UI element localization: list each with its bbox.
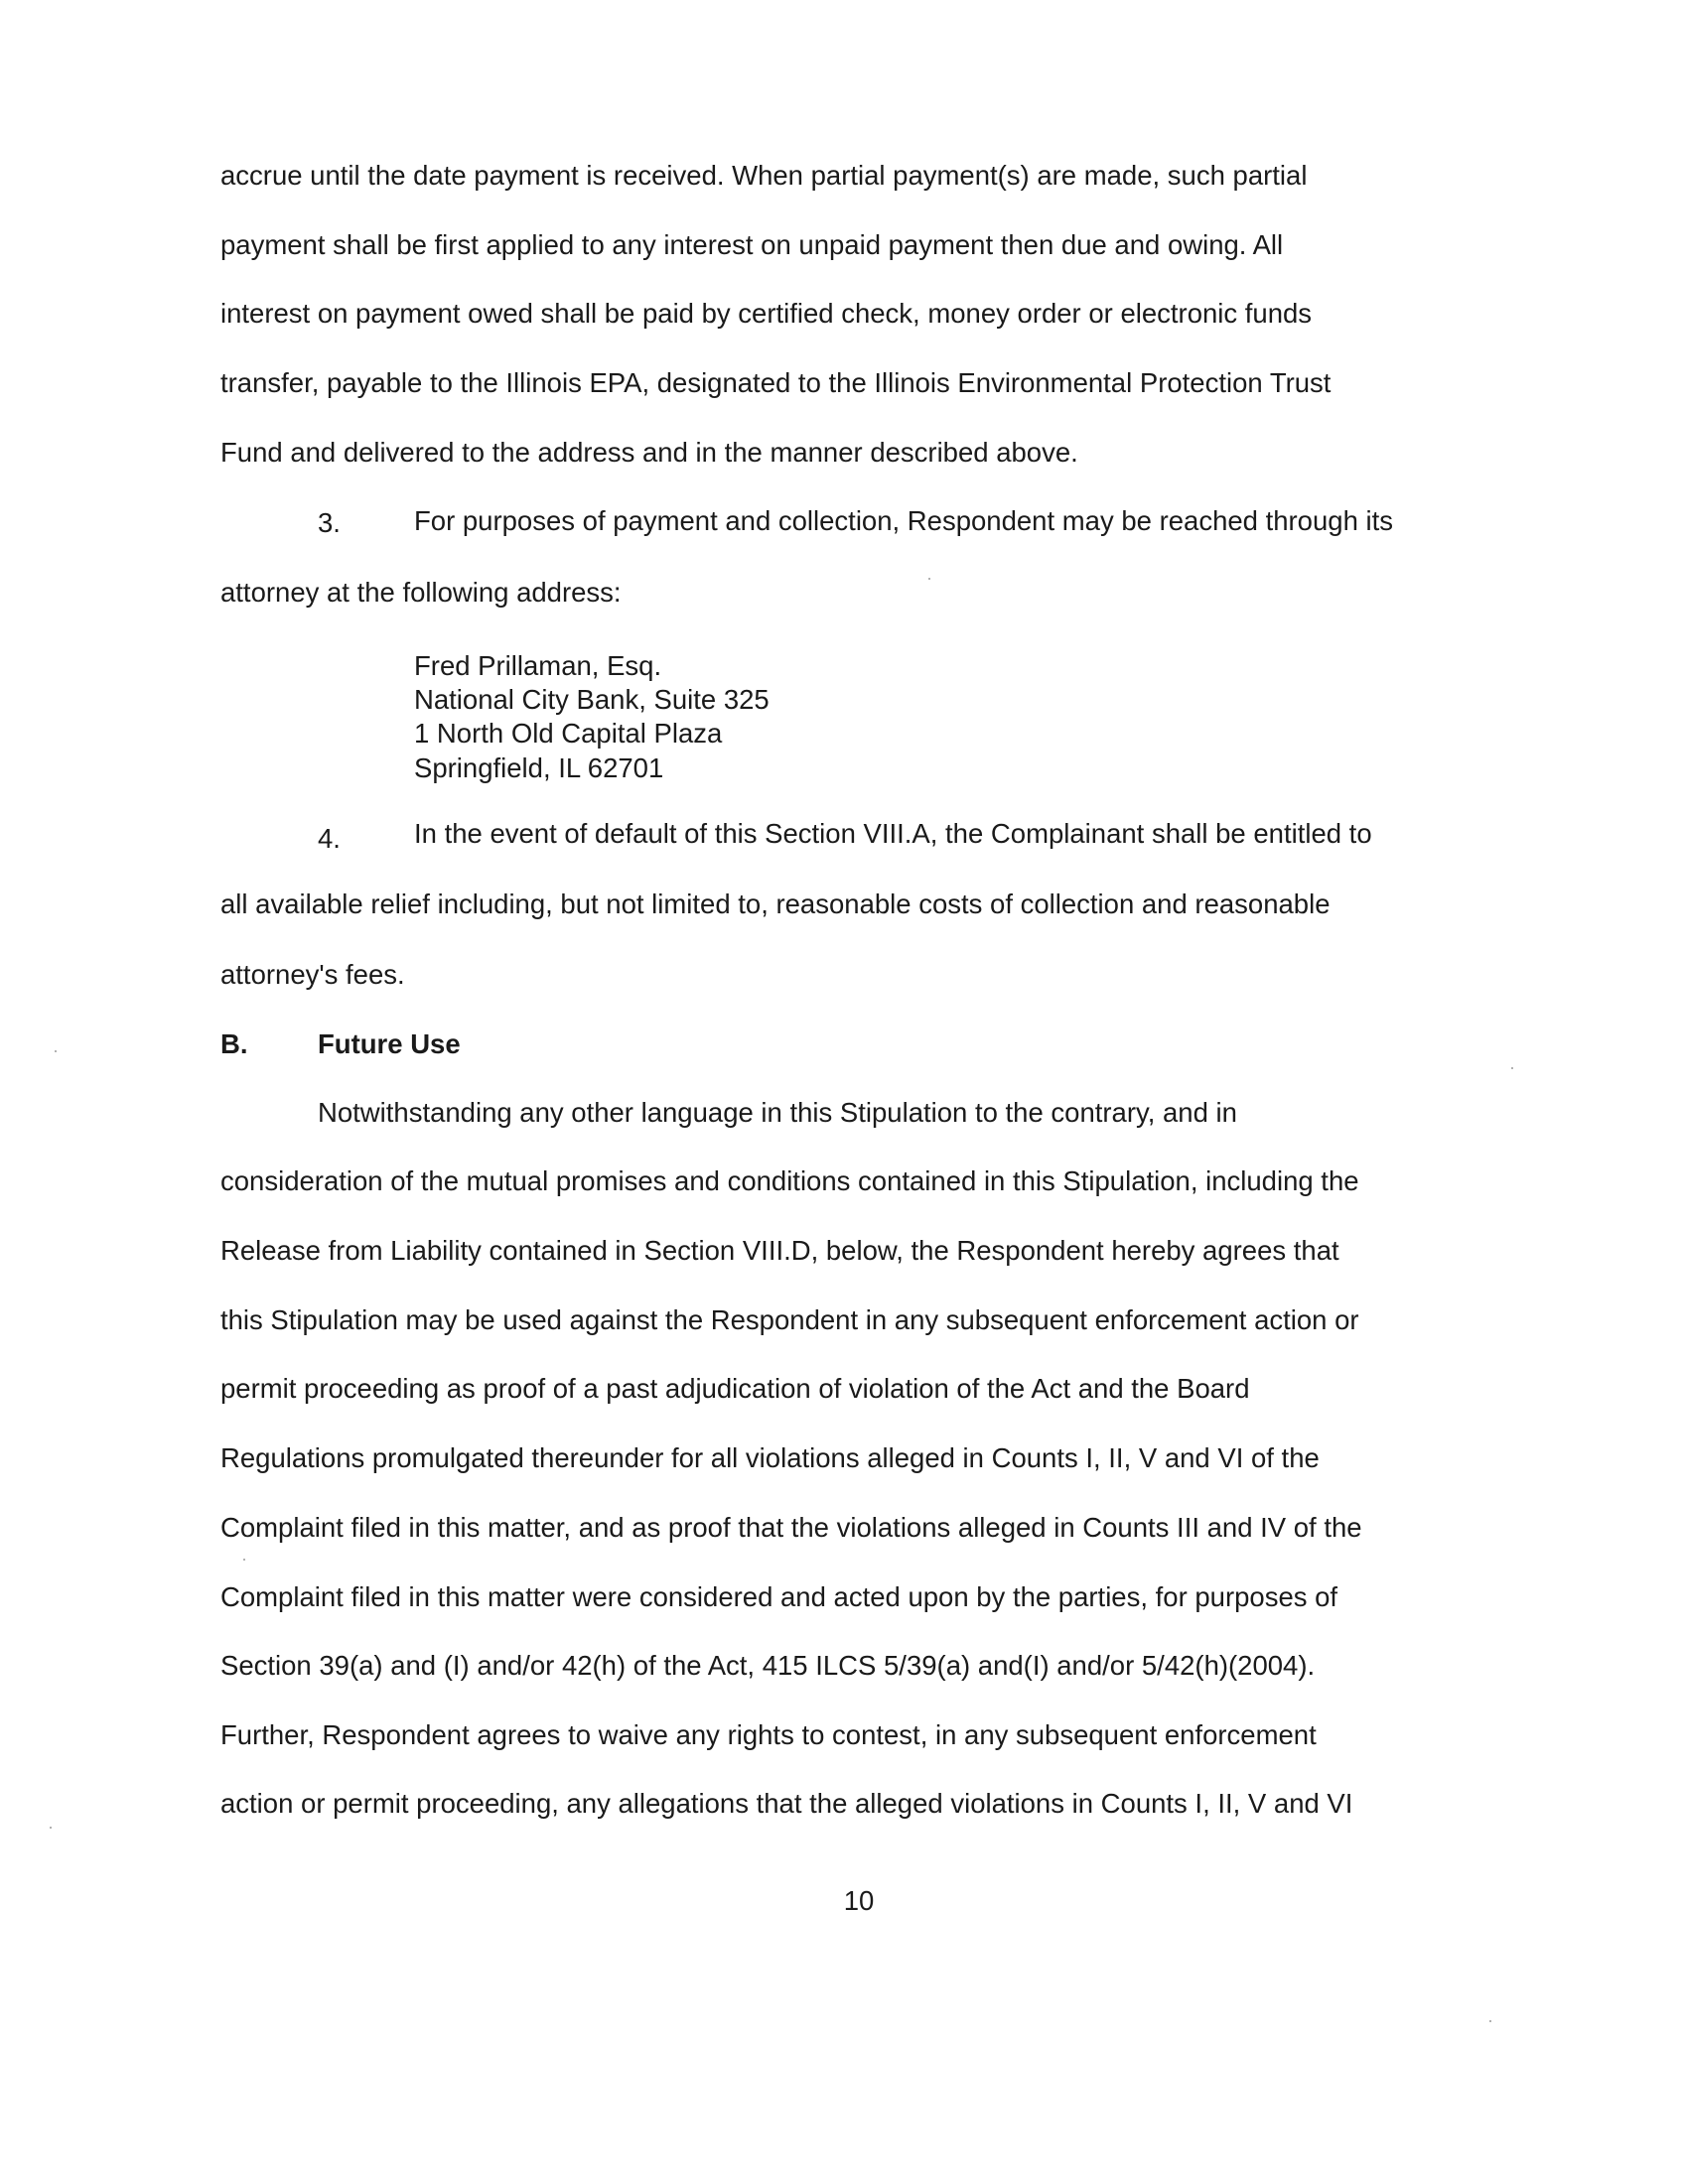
section-b-line: Section 39(a) and (I) and/or 42(h) of the Act, 415 ILCS 5/39(a) and(I) and/or 5/42(h)(2004). xyxy=(220,1650,1316,1681)
scan-speck xyxy=(50,1827,52,1829)
item-3-continuation: attorney at the following address: xyxy=(220,577,622,608)
item-3-number: 3. xyxy=(318,507,341,538)
section-b-title: Future Use xyxy=(318,1028,461,1059)
paragraph-line: interest on payment owed shall be paid by certified check, money order or electronic funds xyxy=(220,298,1313,329)
section-b-line: consideration of the mutual promises and conditions contained in this Stipulation, including the xyxy=(220,1165,1359,1196)
section-b-line: Regulations promulgated thereunder for all violations alleged in Counts I, II, V and VI of the xyxy=(220,1442,1320,1473)
section-b-line: this Stipulation may be used against the Respondent in any subsequent enforcement action or xyxy=(220,1304,1359,1335)
item-4-number: 4. xyxy=(318,823,341,854)
paragraph-line: Fund and delivered to the address and in the manner described above. xyxy=(220,437,1078,468)
address-line-bank: National City Bank, Suite 325 xyxy=(414,684,770,715)
scan-speck xyxy=(1489,2020,1491,2022)
item-4-text: In the event of default of this Section VIII.A, the Complainant shall be entitled to xyxy=(414,818,1372,849)
paragraph-line: transfer, payable to the Illinois EPA, designated to the Illinois Environmental Protection Trust xyxy=(220,367,1332,398)
section-b-line: Complaint filed in this matter were considered and acted upon by the parties, for purposes of xyxy=(220,1581,1338,1612)
item-3-text: For purposes of payment and collection, Respondent may be reached through its xyxy=(414,505,1393,536)
section-b-line: Further, Respondent agrees to waive any rights to contest, in any subsequent enforcement xyxy=(220,1719,1317,1750)
section-b-line: Complaint filed in this matter, and as proof that the violations alleged in Counts III and IV of the xyxy=(220,1512,1362,1543)
page-number: 10 xyxy=(843,1885,875,1916)
section-b-letter: B. xyxy=(220,1028,248,1059)
item-4-line: all available relief including, but not limited to, reasonable costs of collection and reasonable xyxy=(220,888,1331,919)
item-4-line: attorney's fees. xyxy=(220,959,405,990)
section-b-line: action or permit proceeding, any allegations that the alleged violations in Counts I, II, V and VI xyxy=(220,1788,1353,1819)
section-b-line: permit proceeding as proof of a past adjudication of violation of the Act and the Board xyxy=(220,1373,1250,1404)
address-line-street: 1 North Old Capital Plaza xyxy=(414,718,723,749)
scan-speck xyxy=(1511,1067,1513,1069)
scan-speck xyxy=(55,1050,57,1052)
address-line-name: Fred Prillaman, Esq. xyxy=(414,650,662,681)
section-b-line: Release from Liability contained in Section VIII.D, below, the Respondent hereby agrees that xyxy=(220,1235,1339,1266)
paragraph-line: accrue until the date payment is received. When partial payment(s) are made, such partial xyxy=(220,160,1308,191)
address-line-city: Springfield, IL 62701 xyxy=(414,752,664,783)
scan-speck xyxy=(928,578,930,580)
scan-speck xyxy=(243,1559,245,1561)
paragraph-line: payment shall be first applied to any interest on unpaid payment then due and owing. All xyxy=(220,229,1284,260)
section-b-first-line: Notwithstanding any other language in this Stipulation to the contrary, and in xyxy=(318,1097,1237,1128)
